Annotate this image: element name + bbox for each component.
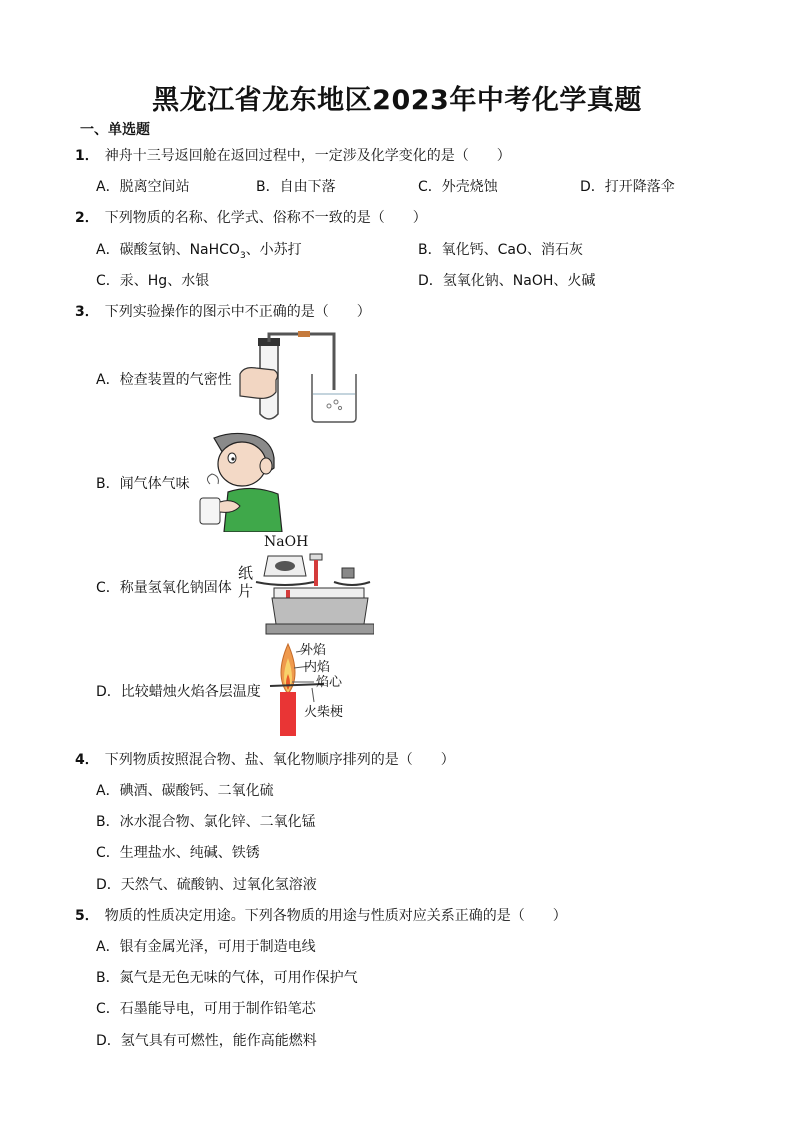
question-number: 3．	[75, 304, 99, 320]
rider	[286, 590, 290, 598]
q3-option-a: A．检查装置的气密性	[96, 372, 232, 388]
question-1	[75, 145, 511, 165]
question-number: 4．	[75, 752, 99, 768]
q1-option-a: A．脱离空间站	[96, 179, 190, 195]
q3-option-c: C．称量氢氧化钠固体	[96, 580, 232, 596]
question-stem: 神舟十三号返回舱在返回过程中，一定涉及化学变化的是（ ）	[104, 148, 511, 164]
bubble	[338, 406, 341, 409]
bubble	[334, 400, 338, 404]
airtightness-check-figure	[236, 330, 358, 424]
q4-option-b: B．冰水混合物、氯化锌、二氧化锰	[96, 814, 316, 830]
option-text: 、小苏打	[245, 242, 302, 258]
pupil	[231, 457, 234, 460]
paper-label-1: 纸	[238, 564, 254, 582]
bubble	[327, 404, 331, 408]
page-title: 黑龙江省龙东地区2023年中考化学真题	[152, 85, 642, 116]
outer-flame-label: 外焰	[300, 643, 327, 658]
pointer	[314, 560, 318, 586]
q2-option-b: B．氧化钙、CaO、消石灰	[418, 242, 583, 258]
left-pan	[256, 582, 314, 585]
section-heading: 一、单选题	[80, 122, 150, 138]
q3-option-b: B．闻气体气味	[96, 476, 190, 492]
hand	[240, 368, 278, 399]
q4-option-a: A．碘酒、碳酸钙、二氧化硫	[96, 783, 274, 799]
candle	[280, 692, 296, 736]
leader-match	[312, 688, 314, 702]
question-number: 1．	[75, 148, 99, 164]
question-3	[75, 301, 371, 321]
balance-body	[272, 598, 368, 624]
q2-option-c: C．汞、Hg、水银	[96, 273, 210, 289]
naoh-label: NaOH	[264, 534, 309, 550]
pointer-head	[310, 554, 322, 560]
q4-option-c: C．生理盐水、纯碱、铁锈	[96, 845, 260, 861]
q1-option-c: C．外壳烧蚀	[418, 179, 498, 195]
waft-lines	[207, 474, 218, 484]
question-number: 5．	[75, 908, 99, 924]
paper-label-2: 片	[238, 582, 254, 600]
q5-option-a: A．银有金属光泽，可用于制造电线	[96, 939, 316, 955]
q5-option-b: B．氮气是无色无味的气体，可用作保护气	[96, 970, 358, 986]
question-stem: 下列实验操作的图示中不正确的是（ ）	[104, 304, 371, 320]
q4-option-d: D．天然气、硫酸钠、过氧化氢溶液	[96, 877, 317, 893]
question-number: 2．	[75, 210, 99, 226]
match-label: 火柴梗	[304, 705, 344, 720]
face	[218, 442, 266, 486]
option-text: A．碳酸氢钠、NaHCO	[96, 242, 240, 258]
q5-option-c: C．石墨能导电，可用于制作铅笔芯	[96, 1001, 316, 1017]
balance-figure	[234, 532, 374, 636]
question-2	[75, 207, 427, 227]
q1-option-b: B．自由下落	[256, 179, 336, 195]
gas-bottle	[200, 498, 220, 524]
flame-core-label: 焰心	[316, 675, 343, 690]
naoh-solid	[275, 561, 295, 571]
balance-base	[266, 624, 374, 634]
q5-option-d: D．氢气具有可燃性，能作高能燃料	[96, 1033, 317, 1049]
question-5	[75, 905, 567, 925]
q2-option-a	[96, 239, 302, 261]
smell-gas-figure	[194, 432, 286, 532]
question-4	[75, 749, 455, 769]
question-stem: 下列物质按照混合物、盐、氧化物顺序排列的是（ ）	[104, 752, 455, 768]
q3-option-d: D．比较蜡烛火焰各层温度	[96, 684, 261, 700]
q2-option-d: D．氢氧化钠、NaOH、火碱	[418, 273, 596, 289]
right-pan	[334, 582, 370, 585]
ear	[260, 458, 272, 474]
question-stem: 物质的性质决定用途。下列各物质的用途与性质对应关系正确的是（ ）	[104, 908, 567, 924]
q1-option-d: D．打开降落伞	[580, 179, 675, 195]
inner-flame-label: 内焰	[304, 660, 331, 675]
question-stem: 下列物质的名称、化学式、俗称不一致的是（ ）	[104, 210, 427, 226]
weight	[342, 568, 354, 578]
subscript: 3	[239, 250, 246, 261]
rubber-connector	[298, 331, 310, 337]
candle-flame-figure	[268, 640, 358, 736]
